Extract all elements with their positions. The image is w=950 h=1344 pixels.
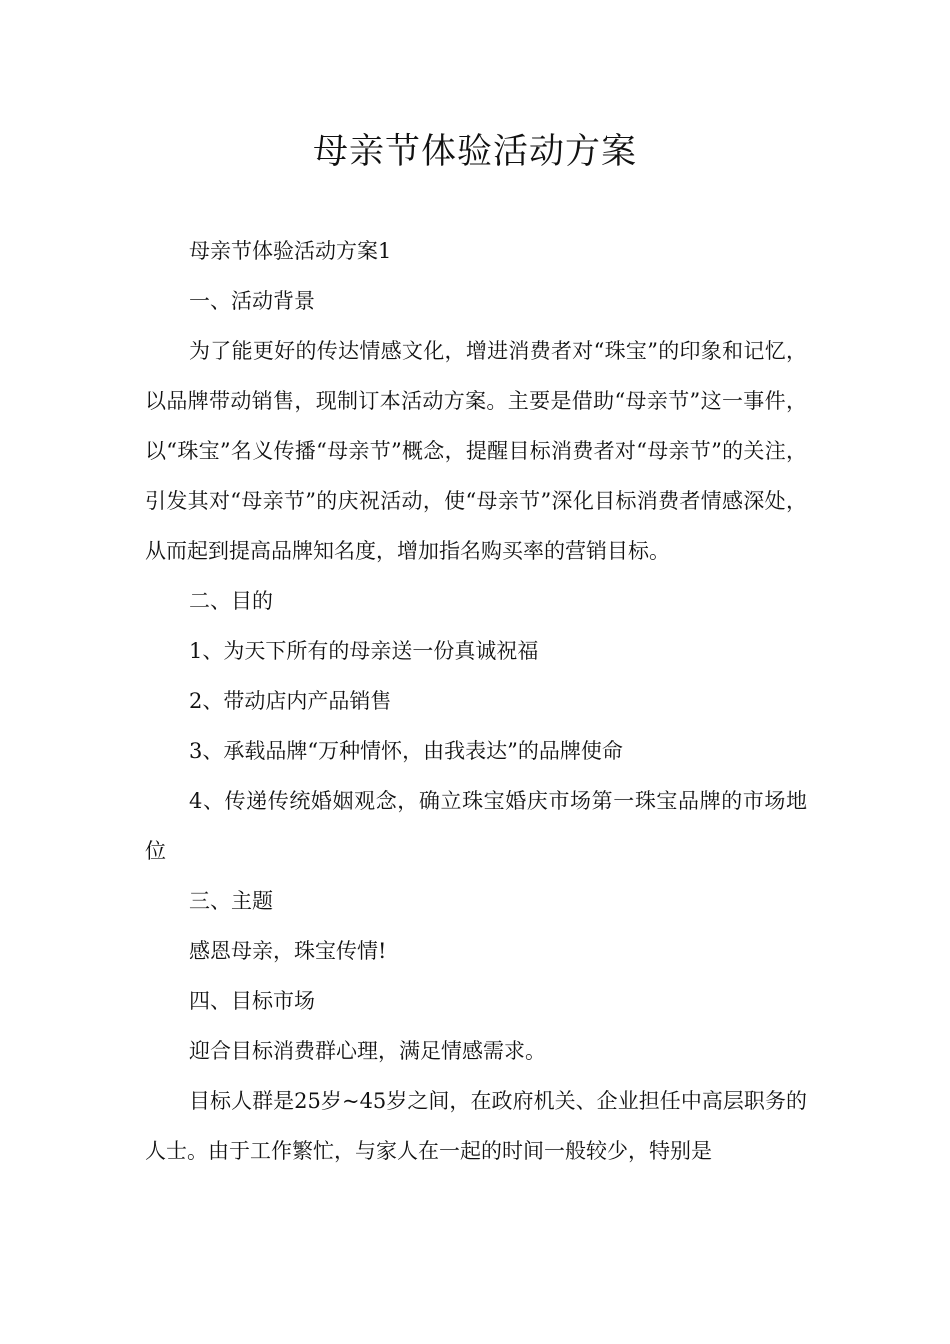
- section-heading-background: 一、活动背景: [189, 289, 315, 313]
- purpose-item-3: 3、承载品牌“万种情怀，由我表达”的品牌使命: [189, 739, 623, 763]
- section-heading-theme: 三、主题: [189, 889, 273, 913]
- purpose-item-1: 1、为天下所有的母亲送一份真诚祝福: [189, 639, 539, 663]
- target-audience-paragraph: 目标人群是25岁~45岁之间，在政府机关、企业担任中高层职务的人士。由于工作繁忙，与家人在一起的时间一般较少，特别是: [145, 1089, 807, 1163]
- purpose-item-2: 2、带动店内产品销售: [189, 689, 392, 713]
- theme-paragraph: 感恩母亲，珠宝传情!: [189, 939, 387, 963]
- document-title: 母亲节体验活动方案: [312, 132, 637, 172]
- section-heading-purpose: 二、目的: [189, 589, 273, 613]
- background-paragraph: 为了能更好的传达情感文化，增进消费者对“珠宝”的印象和记忆，以品牌带动销售，现制订本活动方案。主要是借助“母亲节”这一事件，以“珠宝”名义传播“母亲节”概念，提醒目标消费者对“母亲节”的关注，引发其对“母亲节”的庆祝活动，使“母亲节”深化目标消费者情感深处，从而起到提高品牌知名度，增加指名购买率的营销目标。: [145, 339, 807, 563]
- section-heading-target-market: 四、目标市场: [189, 989, 315, 1013]
- target-market-paragraph: 迎合目标消费群心理，满足情感需求。: [189, 1039, 546, 1063]
- plan-subtitle: 母亲节体验活动方案1: [189, 239, 392, 263]
- purpose-item-4: 4、传递传统婚姻观念，确立珠宝婚庆市场第一珠宝品牌的市场地位: [145, 789, 807, 863]
- document-body: [145, 226, 807, 1176]
